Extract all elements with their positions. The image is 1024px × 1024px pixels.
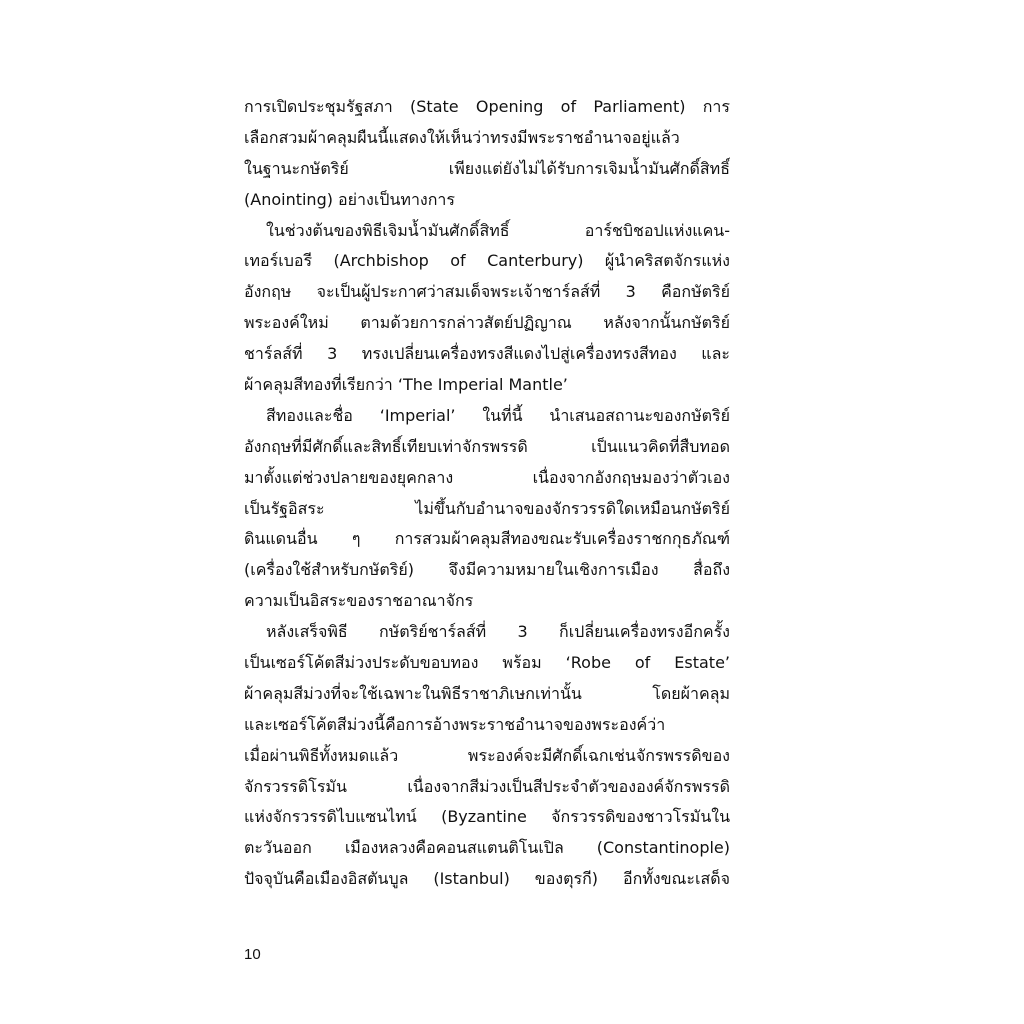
text-line: เทอร์เบอรี (Archbishop of Canterbury) ผู้นำคริสตจักรแห่ง <box>244 251 730 271</box>
text-line: ดินแดนอื่น ๆ การสวมผ้าคลุมสีทองขณะรับเครื่องราชกกุธภัณฑ์ <box>244 529 730 549</box>
paragraph-start-line: สีทองและชื่อ ‘Imperial’ ในที่นี้ นำเสนอสถานะของกษัตริย์ <box>266 405 730 425</box>
text-line: และเซอร์โค้ตสีม่วงนี้คือการอ้างพระราชอำนาจของพระองค์ว่า <box>244 714 666 734</box>
page-number: 10 <box>244 946 261 963</box>
text-line: เป็นเซอร์โค้ตสีม่วงประดับขอบทอง พร้อม ‘Robe of Estate’ <box>244 653 730 673</box>
text-line: เลือกสวมผ้าคลุมผืนนี้แสดงให้เห็นว่าทรงมีพระราชอำนาจอยู่แล้ว <box>244 127 680 147</box>
text-line: (เครื่องใช้สำหรับกษัตริย์) จึงมีความหมายในเชิงการเมือง สื่อถึง <box>244 560 730 580</box>
text-line: (Anointing) อย่างเป็นทางการ <box>244 189 455 209</box>
text-line: เป็นรัฐอิสระ ไม่ขึ้นกับอำนาจของจักรวรรดิใดเหมือนกษัตริย์ <box>244 498 730 518</box>
text-line: ความเป็นอิสระของราชอาณาจักร <box>244 591 474 611</box>
text-line: มาตั้งแต่ช่วงปลายของยุคกลาง เนื่องจากอังกฤษมองว่าตัวเอง <box>244 467 730 487</box>
paragraph-start-line: หลังเสร็จพิธี กษัตริย์ชาร์ลส์ที่ 3 ก็เปลี่ยนเครื่องทรงอีกครั้ง <box>266 622 730 642</box>
text-line: ในฐานะกษัตริย์ เพียงแต่ยังไม่ได้รับการเจิมน้ำมันศักดิ์สิทธิ์ <box>244 158 730 178</box>
paragraph-start-line: ในช่วงต้นของพิธีเจิมน้ำมันศักดิ์สิทธิ์ อาร์ชบิชอปแห่งแคน- <box>266 220 730 240</box>
text-line: ปัจจุบันคือเมืองอิสตันบูล (Istanbul) ของตุรกี) อีกทั้งขณะเสด็จ <box>244 869 730 889</box>
text-line: ตะวันออก เมืองหลวงคือคอนสแตนติโนเปิล (Constantinople) <box>244 838 730 858</box>
text-line: จักรวรรดิโรมัน เนื่องจากสีม่วงเป็นสีประจำตัวขององค์จักรพรรดิ <box>244 776 730 796</box>
text-line: แห่งจักรวรรดิไบแซนไทน์ (Byzantine จักรวรรดิของชาวโรมันใน <box>244 807 730 827</box>
text-line: การเปิดประชุมรัฐสภา (State Opening of Parliament) การ <box>244 97 730 116</box>
text-line: เมื่อผ่านพิธีทั้งหมดแล้ว พระองค์จะมีศักดิ์เฉกเช่นจักรพรรดิของ <box>244 745 730 765</box>
text-line: อังกฤษที่มีศักดิ์และสิทธิ์เทียบเท่าจักรพรรดิ เป็นแนวคิดที่สืบทอด <box>244 436 730 456</box>
text-line: ชาร์ลส์ที่ 3 ทรงเปลี่ยนเครื่องทรงสีแดงไปสู่เครื่องทรงสีทอง และ <box>244 344 730 364</box>
text-line: อังกฤษ จะเป็นผู้ประกาศว่าสมเด็จพระเจ้าชาร์ลส์ที่ 3 คือกษัตริย์ <box>244 282 730 302</box>
body-text <box>244 92 730 895</box>
text-line: พระองค์ใหม่ ตามด้วยการกล่าวสัตย์ปฏิญาณ หลังจากนั้นกษัตริย์ <box>244 313 730 333</box>
text-line: ผ้าคลุมสีทองที่เรียกว่า ‘The Imperial Mantle’ <box>244 375 568 395</box>
text-line: ผ้าคลุมสีม่วงที่จะใช้เฉพาะในพิธีราชาภิเษกเท่านั้น โดยผ้าคลุม <box>244 683 730 703</box>
